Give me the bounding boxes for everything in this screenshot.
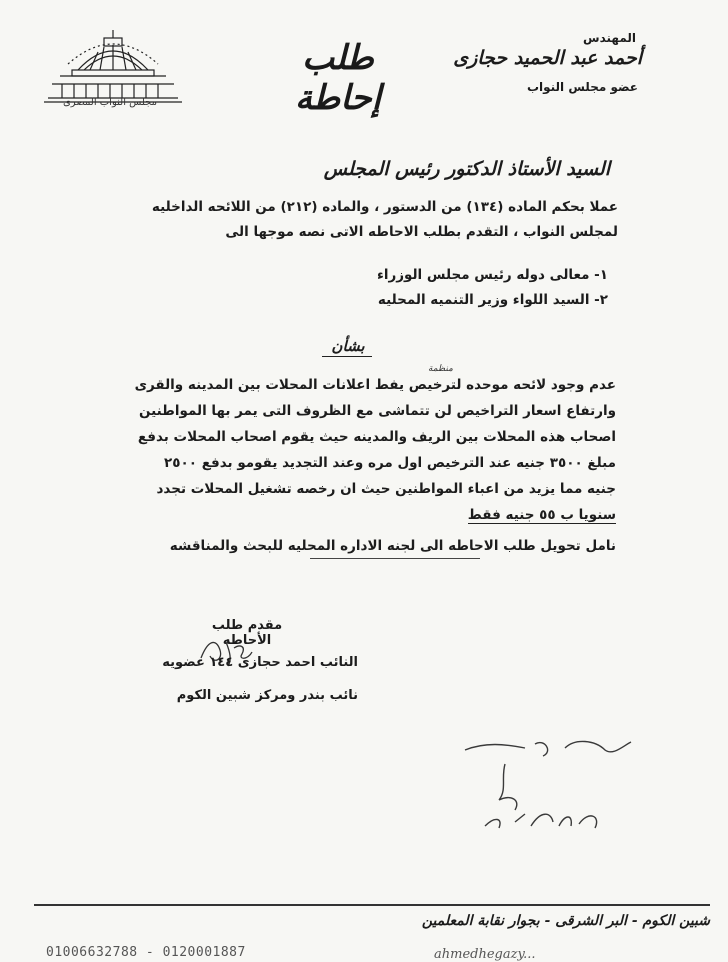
recipients-list — [208, 263, 608, 313]
handwritten-note: منظمة — [428, 364, 453, 374]
addressee: السيد الأستاذ الدكتور رئيس المجلس — [323, 158, 610, 180]
main-paragraph — [86, 372, 616, 528]
engineer-title: المهندس — [583, 31, 636, 45]
intro-line: لمجلس النواب ، التقدم بطلب الاحاطه الاتى نصه موجها الى — [225, 224, 618, 240]
footer-address: شبين الكوم - البر الشرقى - بجوار نقابة المعلمين — [421, 913, 710, 929]
logo-caption: مجلس النواب المصرى — [62, 97, 158, 108]
main-line: سنويا ب ٥٥ جنيه فقط — [467, 507, 616, 523]
recipient-item: ١- معالى دوله رئيس مجلس الوزراء — [376, 267, 608, 283]
signature-role: نائب بندر ومركز شبين الكوم — [176, 688, 358, 703]
main-line: اصحاب هذه المحلات بين الريف والمدينه حيث يقوم اصحاب المحلات بدفع — [137, 429, 616, 445]
engineer-name: أحمد عبد الحميد حجازى — [453, 47, 642, 69]
footer-email: ahmedhegazy... — [434, 947, 536, 962]
handwritten-annotation — [455, 730, 645, 840]
signature-title: مقدم طلب الأحاطه — [211, 618, 283, 648]
signature-name: النائب احمد حجازى ١٤٤ عضويه — [162, 655, 358, 670]
main-line: جنيه مما يزيد من اعباء المواطنين حيث ان رخصه تشغيل المحلات تجدد — [156, 481, 616, 497]
main-line: وارتفاع اسعار التراخيص لن تتماشى مع الظروف التى يمر بها المواطنين — [138, 403, 616, 419]
about-underline — [322, 356, 372, 357]
main-line: مبلغ ٣٥٠٠ جنيه عند الترخيص اول مره وعند التجديد يقومو بدفع ٢٥٠٠ — [164, 455, 616, 471]
footer-divider — [34, 904, 710, 906]
about-heading: بشأن — [331, 337, 365, 355]
recipient-item: ٢- السيد اللواء وزير التنميه المحليه — [377, 292, 608, 308]
main-line: عدم وجود لائحه موحده لترخيص يفط اعلانات المحلات بين المدينه والقرى — [134, 377, 616, 393]
footer-phones: 01006632788 - 0120001887 — [46, 945, 246, 960]
closing-underline — [310, 558, 480, 559]
intro-line: عملا بحكم الماده (١٣٤) من الدستور ، والماده (٢١٢) من اللائحه الداخليه — [151, 199, 618, 215]
request-title: طلب إحاطة — [294, 38, 382, 118]
engineer-role: عضو مجلس النواب — [526, 80, 638, 94]
closing-request: نامل تحويل طلب الاحاطه الى لجنه الاداره المحليه للبحث والمناقشه — [169, 538, 616, 554]
intro-paragraph — [98, 195, 618, 245]
